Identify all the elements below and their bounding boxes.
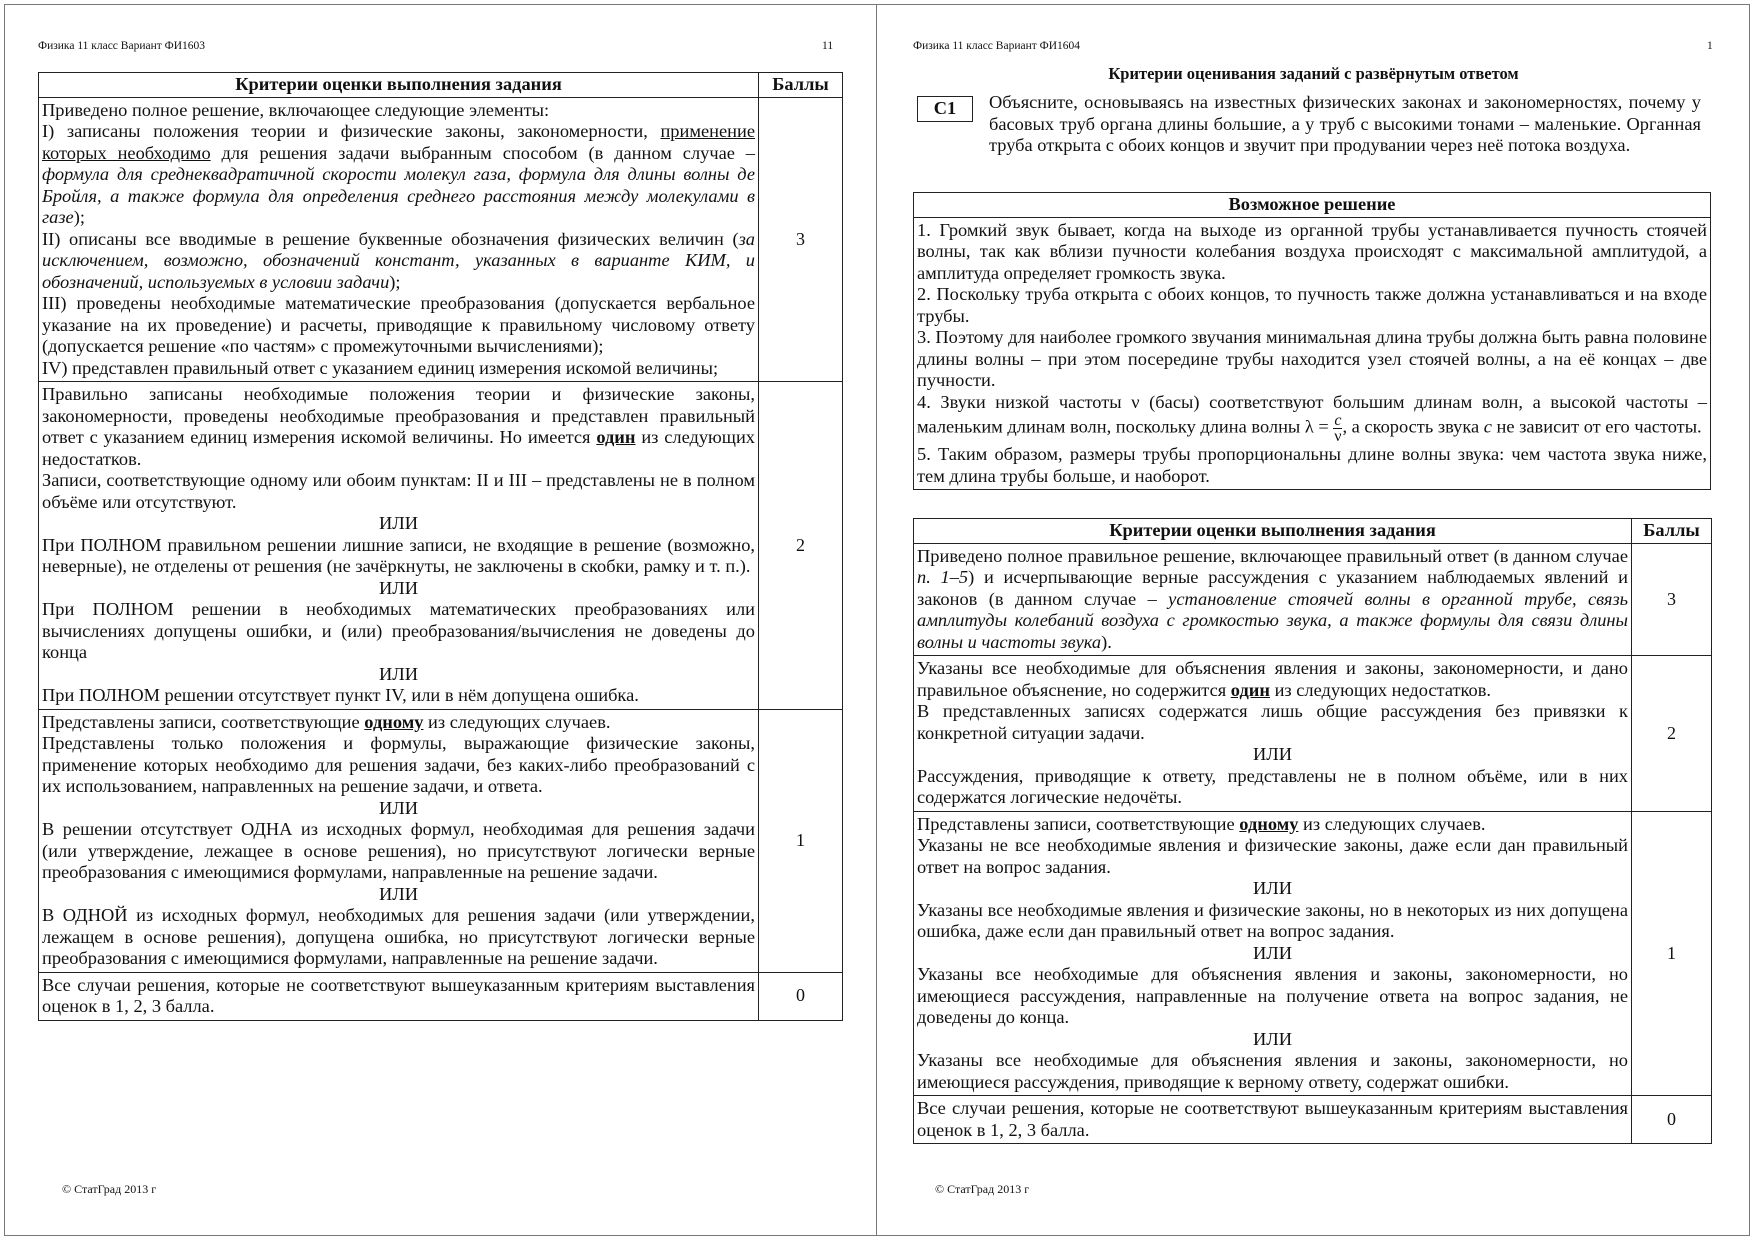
criteria-text: Рассуждения, приводящие к ответу, представлены не в полном объёме, или в них содержатся логические недочёты. [917,765,1628,807]
emphasized-text: один [596,427,636,447]
text-run: II) описаны все вводимые в решение буквенные обозначения физических величин ( [42,228,739,249]
text-run: ) и исчерпывающие верные рассуждения с указанием наблюдаемых явлений и законов (в данном случае – [917,567,1628,609]
score-cell: 0 [1632,1096,1712,1144]
table-row [914,1096,1712,1144]
criteria-text: Представлены только положения и формулы, выражающие физические законы, применение которых необходимо для решения задачи, без каких-либо преобразований с их использованием, направленных на решение задачи, и ответа. [42,733,755,796]
page-number: 11 [822,40,834,52]
criteria-text: В представленных записях содержатся лишь общие рассуждения без привязки к конкретной ситуации задачи. [917,701,1628,743]
criteria-cell [914,543,1632,656]
criteria-text: Указаны все необходимые для объяснения явления и законы, закономерности, но имеющиеся рассуждения, приводящие к верному ответу, содержат ошибки. [917,1050,1628,1092]
table-row [39,382,843,710]
solution-step: 2. Поскольку труба открыта с обоих концов, то пучность также должна устанавливаться и на входе трубы. [917,284,1707,326]
table-row [914,543,1712,656]
solution-header-row [914,193,1711,218]
text-run: Указаны все необходимые для объяснения явления и законы, закономерности, и дано правильное объяснение, но содержится [917,658,1628,700]
page-number: 1 [1707,40,1713,52]
criteria-text [42,712,755,734]
criteria-text: При ПОЛНОМ правильном решении лишние записи, не входящие в решение (возможно, неверные), не отделены от решения (не зачёркнуты, не заключены в скобки, рамку и т. п.). [42,534,755,576]
solution-step: 3. Поэтому для наиболее громкого звучания минимальная длина трубы должна быть равна половине длины волны – при этом посередине трубы находится узел стоячей волны, а на её концах – две пучности. [917,327,1707,390]
italic-text: c [1483,416,1492,437]
criteria-text: При ПОЛНОМ решении отсутствует пункт IV, или в нём допущена ошибка. [42,685,639,705]
criteria-text: IV) представлен правильный ответ с указанием единиц измерения искомой величины; [42,357,719,378]
criteria-text: Записи, соответствующие одному или обоим пунктам: II и III – представлены не в полном объёме или отсутствуют. [42,470,755,512]
fraction-denominator: ν [1334,428,1342,445]
italic-text: п. 1–5 [917,567,969,587]
criteria-text [917,814,1628,836]
text-run: из следующих случаев. [423,711,611,732]
criteria-text [917,546,1628,654]
task-block [917,92,1701,157]
emphasized-text: одному [364,711,424,732]
table-header-row [39,73,843,98]
text-run: из следующих недостатков. [42,427,755,469]
text-run: 4. Звуки низкой частоты ν (басы) соответствуют большим длинам волн, а высокой частоты – маленьким длинам волн, поскольку длина волны λ = [917,391,1707,437]
page-header: Физика 11 класс Вариант ФИ1603 [38,40,206,52]
right-page [877,4,1750,1236]
or-separator: ИЛИ [378,883,419,904]
or-separator: ИЛИ [378,513,419,533]
page-header: Физика 11 класс Вариант ФИ1604 [913,40,1081,52]
criteria-text: При ПОЛНОМ решении в необходимых математических преобразованиях или вычислениях допущены ошибки, и (или) преобразования/вычисления не доведены до конца [42,599,755,662]
score-cell: 3 [759,97,843,382]
criteria-text: В решении отсутствует ОДНА из исходных формул, необходимая для решения задачи (или утверждение, лежащее в основе решения), но присутствуют логически верные преобразования с имеющимися формулами, направленные на решение задачи. [42,819,755,882]
criteria-column-header: Критерии оценки выполнения задания [39,73,759,98]
or-separator: ИЛИ [378,663,419,684]
criteria-table [38,72,843,1021]
criteria-text: Указаны все необходимые явления и физические законы, но в некоторых из них допущена ошибка, даже если дан правильный ответ на вопрос задания. [917,899,1628,941]
score-cell: 2 [1632,656,1712,812]
criteria-text: Указаны все необходимые для объяснения явления и законы, закономерности, но имеющиеся рассуждения, направленные на получение ответа на вопрос задания, не доведены до конца. [917,964,1628,1027]
page-footer: © СтатГрад 2013 г [935,1182,1030,1196]
or-separator: ИЛИ [1252,1028,1293,1049]
page-footer: © СтатГрад 2013 г [62,1182,157,1196]
emphasized-text: одному [1239,813,1299,834]
task-number-badge: C1 [917,96,973,122]
criteria-cell [39,972,759,1020]
solution-cell [914,217,1711,490]
text-run: ). [1101,631,1112,652]
criteria-text [42,384,755,470]
criteria-cell [39,382,759,710]
italic-text: установление стоячей волны в органной трубе, связь амплитуды колебаний воздуха с громкостью звука, а также формулы для связи длины волны и частоты звука [917,588,1628,652]
solution-row [914,217,1711,490]
or-separator: ИЛИ [1252,878,1293,898]
text-run: из следующих недостатков. [1269,679,1492,700]
fraction-numerator: c [1334,412,1342,429]
text-run: ); [389,271,401,292]
criteria-cell [39,97,759,382]
solution-title: Возможное решение [914,193,1711,218]
criteria-column-header: Критерии оценки выполнения задания [914,519,1632,544]
table-row [39,97,843,382]
criteria-cell [914,1096,1632,1144]
criteria-text: В ОДНОЙ из исходных формул, необходимых для решения задачи (или утверждении, лежащем в основе решения), допущена ошибка, но присутствуют логически верные преобразования с имеющимися формулами, направленные на решение задачи. [42,905,755,968]
text-run: Приведено полное правильное решение, включающее правильный ответ (в данном случае [917,545,1628,566]
criteria-text: Все случаи решения, которые не соответствуют вышеуказанным критериям выставления оценок в 1, 2, 3 балла. [42,974,755,1016]
text-run: ); [73,207,85,227]
score-column-header: Баллы [1632,519,1712,544]
criteria-text [917,658,1628,701]
italic-text: за исключением, возможно, обозначений констант, указанных в варианте КИМ, и обозначений, используемых в условии задачи [42,228,755,292]
criteria-text: Указаны не все необходимые явления и физические законы, даже если дан правильный ответ на вопрос задания. [917,835,1628,877]
criteria-cell [914,811,1632,1096]
emphasized-text: один [1230,679,1270,700]
table-row [39,972,843,1020]
or-separator: ИЛИ [378,577,419,598]
criteria-table [913,518,1712,1144]
text-run: I) записаны положения теории и физические законы, закономерности, [42,121,661,141]
score-column-header: Баллы [759,73,843,98]
table-row [914,811,1712,1096]
table-row [914,656,1712,812]
text-run: , а скорость звука [1342,416,1484,437]
criteria-text: Приведено полное решение, включающее следующие элементы: [42,99,550,120]
section-title: Критерии оценивания заданий с развёрнутым ответом [1108,64,1519,83]
solution-step [917,392,1707,445]
text-run: из следующих случаев. [1298,813,1486,834]
underlined-text: применение которых необходимо [42,121,755,163]
solution-step: 1. Громкий звук бывает, когда на выходе из органной трубы устанавливается пучность стоячей волны, так как вблизи пучности колебания воздуха происходят с максимальной амплитудой, а амплитуда определяет громкость звука. [917,219,1707,283]
left-page [4,4,876,1236]
score-cell: 2 [759,382,843,710]
text-run: Представлены записи, соответствующие [917,813,1240,834]
score-cell: 1 [759,709,843,972]
text-run: Представлены записи, соответствующие [42,711,365,732]
task-text: Объясните, основываясь на известных физических законах и закономерностях, почему у басовых труб органа длины большие, а у труб с высокими тонами – маленькие. Органная труба открыта с обоих концов и звучит при продувании через неё потока воздуха. [989,92,1701,155]
table-row [39,709,843,972]
text-run: не зависит от его частоты. [1491,416,1702,437]
text-run: Правильно записаны необходимые положения теории и физические законы, закономерности, проведены необходимые преобразования и представлен правильный ответ с указанием единиц измерения искомой величины. Но имеется [42,384,755,447]
score-cell: 3 [1632,543,1712,656]
criteria-cell [914,656,1632,812]
or-separator: ИЛИ [1252,744,1293,764]
or-separator: ИЛИ [1252,942,1293,963]
criteria-text: Все случаи решения, которые не соответствуют вышеуказанным критериям выставления оценок в 1, 2, 3 балла. [917,1098,1628,1140]
criteria-text [42,229,755,294]
criteria-text: III) проведены необходимые математические преобразования (допускается вербальное указание на их проведение) и расчеты, приводящие к правильному числовому ответу (допускается решение «по частям» с промежуточными вычислениями); [42,293,755,356]
criteria-cell [39,709,759,972]
solution-step: 5. Таким образом, размеры трубы пропорциональны длине волны звука: чем частота звука ниже, тем длина трубы больше, и наоборот. [917,444,1707,486]
table-header-row [914,519,1712,544]
score-cell: 0 [759,972,843,1020]
italic-text: формула для среднеквадратичной скорости молекул газа, формула для длины волны де Бройля, а также формула для определения среднего расстояния между молекулами в газе [42,164,755,227]
criteria-text [42,121,755,229]
score-cell: 1 [1632,811,1712,1096]
solution-table [913,192,1711,490]
or-separator: ИЛИ [378,797,419,818]
text-run: для решения задачи выбранным способом (в данном случае – [210,142,755,163]
